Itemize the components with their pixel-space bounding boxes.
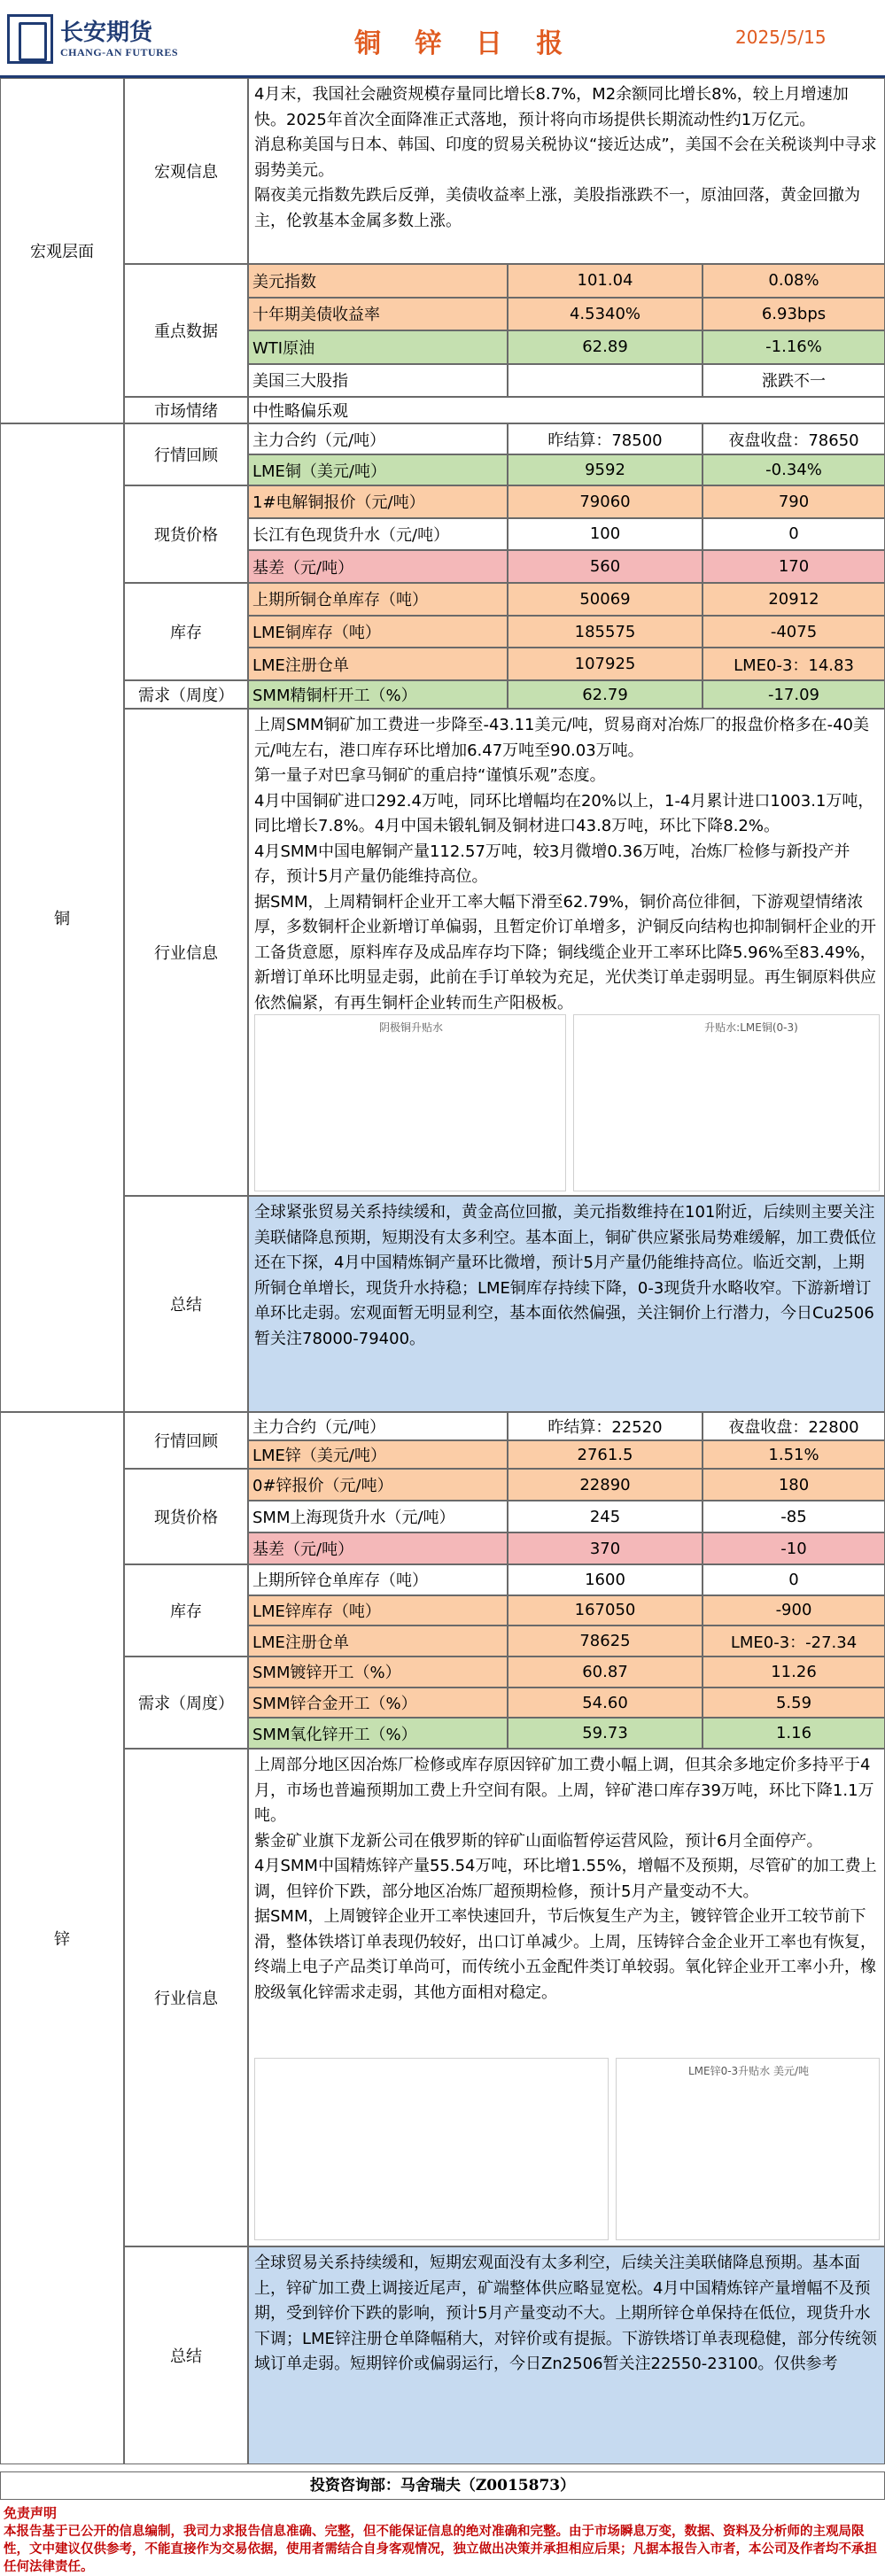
key-data-label: 重点数据 [124, 264, 248, 397]
zinc-spot-row-0-col-2: 180 [703, 1469, 885, 1501]
copper-demand-row-0-col-1: 62.79 [508, 680, 703, 709]
zinc-demand-row-0-col-2: 11.26 [703, 1657, 885, 1688]
zinc-stock-row-1-col-2: -900 [703, 1595, 885, 1626]
zinc-review-row-1-col-2: 1.51% [703, 1440, 885, 1469]
sentiment-value: 中性略偏乐观 [248, 397, 885, 423]
macro-info-text: 4月末，我国社会融资规模存量同比增长8.7%，M2余额同比增长8%，较上月增速加快。2025年首次全面降准正式落地，预计将向市场提供长期流动性约1万亿元。 消息称美国与日本、韩国、印度的贸易关税协议“接近达成”，美国不会在关税谈判中寻求弱势美元。 隔夜美元指数先跌后反弹，美债收益率上涨，美股指涨跌不一，原油回落，黄金回撤为主，伦敦基本金属多数上涨。 [248, 78, 885, 264]
section-label-macro: 宏观层面 [0, 78, 124, 423]
zinc-lme-spread-chart [616, 2058, 880, 2240]
report-table [0, 78, 885, 2459]
copper-stock-row-2-col-1: 107925 [508, 648, 703, 680]
copper-chart1-title: 阴极铜升贴水 [378, 1021, 444, 1034]
report-title: 铜 锌 日 报 [354, 28, 576, 59]
copper-spot-row-2-col-2: 170 [703, 550, 885, 583]
copper-premium-chart [254, 1014, 566, 1191]
copper-industry-text: 上周SMM铜矿加工费进一步降至-43.11美元/吨，贸易商对冶炼厂的报盘价格多在-40美元/吨左右，港口库存环比增加6.47万吨至90.03万吨。 第一量子对巴拿马铜矿的重启持“谨慎乐观”态度。 4月中国铜矿进口292.4万吨，同环比增幅均在20%以上，1-4月累计进口1003.1万吨，同比增长7.8%。4月中国未锻轧铜及铜材进口43.8万吨，环比下降8.2%。 4月SMM中国电解铜产量112.57万吨，较3月微增0.36万吨，冶炼厂检修与新投产并存，预计5月产量仍能维持高位。 据SMM，上周精铜杆企业开工率大幅下滑至62.79%，铜价高位徘徊，下游观望情绪浓厚，多数铜杆企业新增订单偏弱，且暂定价订单增多，沪铜反向结构也抑制铜杆企业的开工备货意愿，原料库存及成品库存均下降；铜线缆企业开工率环比降5.96%至83.49%，新增订单环比明显走弱，此前在手订单较为充足，光伏类订单走弱明显。再生铜原料供应依然偏紧，有再生铜杆企业转而生产阳极板。 [254, 716, 876, 1013]
zinc-spot-row-1-col-0: SMM上海现货升水（元/吨） [248, 1501, 508, 1532]
zinc-chart2-title: LME锌0-3升贴水 美元/吨 [687, 2065, 810, 2077]
section-label-copper: 铜 [0, 423, 124, 1412]
zinc-stock-row-2-col-1: 78625 [508, 1626, 703, 1657]
zinc-spot-row-0-col-1: 22890 [508, 1469, 703, 1501]
copper-industry-label: 行业信息 [124, 709, 248, 1196]
copper-spot-row-2-col-1: 560 [508, 550, 703, 583]
zinc-stock-row-2-col-0: LME注册仓单 [248, 1626, 508, 1657]
zinc-summary-label: 总结 [124, 2246, 248, 2464]
zinc-summary-text: 全球贸易关系持续缓和，短期宏观面没有太多利空，后续关注美联储降息预期。基本面上，锌矿加工费上调接近尾声，矿端整体供应略显宽松。4月中国精炼锌产量增幅不及预期，受到锌价下跌的影响，预计5月产量变动不大。上期所锌仓单保持在低位，现货升水下调；LME锌注册仓单降幅稍大，对锌价或有提振。下游铁塔订单表现稳健，部分传统领域订单走弱。短期锌价或偏弱运行，今日Zn2506暂关注22550-23100。仅供参考 [248, 2246, 885, 2464]
zinc-demand-row-0-col-0: SMM镀锌开工（%） [248, 1657, 508, 1688]
zinc-industry-label: 行业信息 [124, 1749, 248, 2246]
copper-demand-label: 需求（周度） [124, 680, 248, 709]
section-label-zinc: 锌 [0, 1412, 124, 2464]
zinc-demand-row-1-col-1: 54.60 [508, 1688, 703, 1719]
copper-stock-row-1-col-1: 185575 [508, 616, 703, 648]
zinc-industry-cell [248, 1749, 885, 2246]
zinc-spot-row-1-col-2: -85 [703, 1501, 885, 1532]
copper-spot-row-0-col-2: 790 [703, 485, 885, 518]
zinc-industry-text: 上周部分地区因冶炼厂检修或库存原因锌矿加工费小幅上调，但其余多地定价多持平于4月，市场也普遍预期加工费上升空间有限。上周，锌矿港口库存39万吨，环比下降1.1万吨。 紫金矿业旗下龙新公司在俄罗斯的锌矿山面临暂停运营风险，预计6月全面停产。 4月SMM中国精炼锌产量55.54万吨，环比增1.55%，增幅不及预期，尽管矿的加工费上调，但锌价下跌，部分地区冶炼厂超预期检修，预计5月产量变动不大。 据SMM，上周镀锌企业开工率快速回升，节后恢复生产为主，镀锌管企业开工较节前下滑，整体铁塔订单表现仍较好，出口订单减少。上周，压铸锌合金企业开工率也有恢复，终端上电子产品类订单尚可，而传统小五金配件类订单较弱。氧化锌企业开工率小升，橡胶级氧化锌需求走弱，其他方面相对稳定。 [254, 1756, 877, 2002]
zinc-stock-row-0-col-2: 0 [703, 1564, 885, 1595]
copper-stock-label: 库存 [124, 583, 248, 680]
report-date: 2025/5/15 [735, 27, 827, 48]
copper-summary-label: 总结 [124, 1196, 248, 1412]
key-data-row-2-col-2: -1.16% [703, 330, 885, 364]
zinc-demand-row-2-col-1: 59.73 [508, 1718, 703, 1749]
disclaimer-title: 免责声明 [4, 2505, 58, 2521]
key-data-row-1-col-2: 6.93bps [703, 298, 885, 331]
copper-demand-row-0-col-0: SMM精铜杆开工（%） [248, 680, 508, 709]
zinc-stock-row-0-col-1: 1600 [508, 1564, 703, 1595]
report-footer [0, 2471, 885, 2574]
key-data-row-0-col-0: 美元指数 [248, 264, 508, 298]
zinc-spot-row-2-col-2: -10 [703, 1532, 885, 1564]
sentiment-label: 市场情绪 [124, 397, 248, 423]
zinc-spot-row-2-col-1: 370 [508, 1532, 703, 1564]
key-data-row-2-col-0: WTI原油 [248, 330, 508, 364]
zinc-demand-row-1-col-0: SMM锌合金开工（%） [248, 1688, 508, 1719]
logo-english-name: CHANG-AN FUTURES [60, 45, 179, 58]
zinc-review-row-1-col-1: 2761.5 [508, 1440, 703, 1469]
key-data-row-0-col-1: 101.04 [508, 264, 703, 298]
copper-review-label: 行情回顾 [124, 423, 248, 485]
copper-spot-row-2-col-0: 基差（元/吨） [248, 550, 508, 583]
zinc-review-row-0-col-1: 昨结算：22520 [508, 1412, 703, 1440]
zinc-stock-row-1-col-0: LME锌库存（吨） [248, 1595, 508, 1626]
copper-industry-cell [248, 709, 885, 1196]
contact-line: 投资咨询部：马舍瑞夫（Z0015873） [0, 2471, 885, 2500]
zinc-stock-label: 库存 [124, 1564, 248, 1657]
zinc-review-row-0-col-0: 主力合约（元/吨） [248, 1412, 508, 1440]
zinc-review-label: 行情回顾 [124, 1412, 248, 1469]
copper-spot-label: 现货价格 [124, 485, 248, 583]
copper-spot-row-0-col-0: 1#电解铜报价（元/吨） [248, 485, 508, 518]
copper-chart2-title: 升贴水:LME铜(0-3) [704, 1021, 798, 1034]
zinc-premium-chart [254, 2058, 609, 2240]
copper-demand-row-0-col-2: -17.09 [703, 680, 885, 709]
copper-spot-row-1-col-1: 100 [508, 518, 703, 551]
zinc-demand-label: 需求（周度） [124, 1657, 248, 1749]
copper-summary-text: 全球紧张贸易关系持续缓和，黄金高位回撤，美元指数维持在101附近，后续则主要关注美联储降息预期，短期没有太多利空。基本面上，铜矿供应紧张局势难缓解，加工费低位还在下探，4月中国精炼铜产量环比微增，预计5月产量仍能维持高位。临近交割，上期所铜仓单增长，现货升水持稳；LME铜库存持续下降，0-3现货升水略收窄。下游新增订单环比走弱。宏观面暂无明显利空，基本面依然偏强，关注铜价上行潜力，今日Cu2506暂关注78000-79400。 [248, 1196, 885, 1412]
zinc-demand-row-1-col-2: 5.59 [703, 1688, 885, 1719]
zinc-spot-label: 现货价格 [124, 1469, 248, 1564]
zinc-spot-row-1-col-1: 245 [508, 1501, 703, 1532]
zinc-demand-row-2-col-0: SMM氧化锌开工（%） [248, 1718, 508, 1749]
zinc-demand-row-0-col-1: 60.87 [508, 1657, 703, 1688]
copper-stock-row-1-col-0: LME铜库存（吨） [248, 616, 508, 648]
zinc-stock-row-2-col-2: LME0-3：-27.34 [703, 1626, 885, 1657]
copper-review-row-0-col-0: 主力合约（元/吨） [248, 423, 508, 454]
copper-review-row-1-col-0: LME铜（美元/吨） [248, 454, 508, 485]
zinc-spot-row-0-col-0: 0#锌报价（元/吨） [248, 1469, 508, 1501]
copper-review-row-1-col-1: 9592 [508, 454, 703, 485]
copper-stock-row-0-col-0: 上期所铜仓单库存（吨） [248, 583, 508, 616]
copper-stock-row-2-col-2: LME0-3：14.83 [703, 648, 885, 680]
key-data-row-3-col-1 [508, 364, 703, 398]
copper-spot-row-0-col-1: 79060 [508, 485, 703, 518]
key-data-row-0-col-2: 0.08% [703, 264, 885, 298]
logo-chinese-name: 长安期货 [60, 19, 153, 46]
zinc-stock-row-1-col-1: 167050 [508, 1595, 703, 1626]
logo-mark-icon [7, 14, 53, 64]
copper-stock-row-1-col-2: -4075 [703, 616, 885, 648]
zinc-review-row-0-col-2: 夜盘收盘：22800 [703, 1412, 885, 1440]
zinc-spot-row-2-col-0: 基差（元/吨） [248, 1532, 508, 1564]
copper-lme-spread-chart [573, 1014, 880, 1191]
copper-spot-row-1-col-2: 0 [703, 518, 885, 551]
key-data-row-1-col-0: 十年期美债收益率 [248, 298, 508, 331]
key-data-row-3-col-2: 涨跌不一 [703, 364, 885, 398]
disclaimer-text: 本报告基于已公开的信息编制，我司力求报告信息准确、完整，但不能保证信息的绝对准确和完整。由于市场瞬息万变，数据、资料及分析师的主观局限性，文中建议仅供参考，不能直接作为交易依据，使用者需结合自身客观情况，独立做出决策并承担相应后果；凡据本报告入市者，本公司及作者均不承担任何法律责任。 [4, 2524, 877, 2574]
copper-review-row-1-col-2: -0.34% [703, 454, 885, 485]
copper-stock-row-0-col-2: 20912 [703, 583, 885, 616]
macro-info-label: 宏观信息 [124, 78, 248, 264]
zinc-review-row-1-col-0: LME锌（美元/吨） [248, 1440, 508, 1469]
zinc-demand-row-2-col-2: 1.16 [703, 1718, 885, 1749]
key-data-row-3-col-0: 美国三大股指 [248, 364, 508, 398]
copper-stock-row-0-col-1: 50069 [508, 583, 703, 616]
copper-review-row-0-col-2: 夜盘收盘：78650 [703, 423, 885, 454]
key-data-row-1-col-1: 4.5340% [508, 298, 703, 331]
company-logo [7, 7, 202, 71]
key-data-row-2-col-1: 62.89 [508, 330, 703, 364]
zinc-stock-row-0-col-0: 上期所锌仓单库存（吨） [248, 1564, 508, 1595]
copper-spot-row-1-col-0: 长江有色现货升水（元/吨） [248, 518, 508, 551]
copper-review-row-0-col-1: 昨结算：78500 [508, 423, 703, 454]
report-header [0, 0, 885, 78]
copper-stock-row-2-col-0: LME注册仓单 [248, 648, 508, 680]
